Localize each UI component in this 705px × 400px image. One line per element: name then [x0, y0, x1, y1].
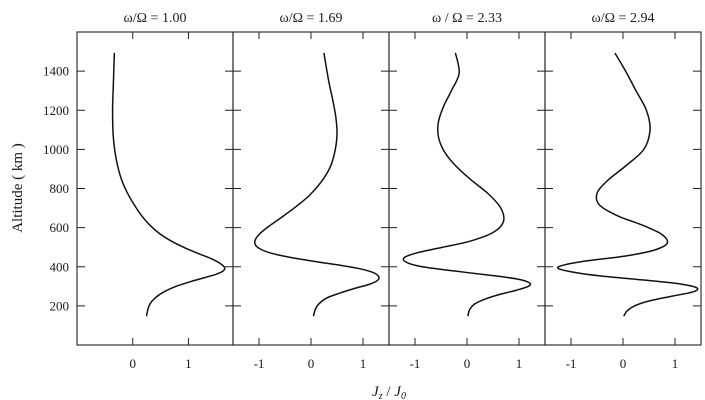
- panel-title: ω / Ω = 2.33: [432, 11, 502, 26]
- panel-4: [545, 11, 701, 371]
- panel-title: ω/Ω = 2.94: [591, 11, 655, 26]
- x-tick-label: 1: [515, 356, 523, 371]
- series-line-panel-4: [558, 54, 698, 316]
- panel-title: ω/Ω = 1.00: [123, 11, 187, 26]
- panel-2: [233, 11, 389, 371]
- panel-title: ω/Ω = 1.69: [279, 11, 343, 26]
- x-tick-label: -1: [409, 356, 421, 371]
- y-axis-label: Altitude ( km ): [10, 143, 26, 233]
- y-tick-label: 1400: [43, 63, 69, 79]
- y-tick-label: 600: [49, 220, 69, 236]
- x-tick-label: 1: [359, 356, 367, 371]
- panels-group: [43, 11, 701, 371]
- x-tick-label: 0: [129, 356, 136, 371]
- series-line-panel-1: [113, 54, 225, 316]
- y-tick-label: 200: [49, 298, 69, 314]
- panel-1: [43, 11, 233, 371]
- x-tick-label: 0: [619, 356, 627, 371]
- panel-3: [389, 11, 545, 371]
- x-tick-label: 1: [671, 356, 679, 371]
- x-axis-label: $J_z / J_0$: [372, 384, 406, 400]
- y-tick-label: 800: [49, 181, 69, 196]
- x-tick-label: -1: [565, 356, 577, 371]
- x-tick-label: 0: [463, 356, 471, 371]
- x-tick-label: -1: [253, 356, 265, 371]
- x-tick-label: 1: [185, 356, 192, 371]
- y-tick-label: 400: [49, 259, 69, 275]
- series-line-panel-2: [255, 54, 379, 316]
- panel-frame: [389, 32, 545, 345]
- panel-frame: [545, 32, 701, 345]
- panel-frame: [233, 32, 389, 345]
- y-tick-label: 1200: [43, 102, 69, 118]
- y-tick-label: 1000: [43, 141, 69, 157]
- series-line-panel-3: [403, 54, 530, 316]
- x-tick-label: 0: [307, 356, 315, 371]
